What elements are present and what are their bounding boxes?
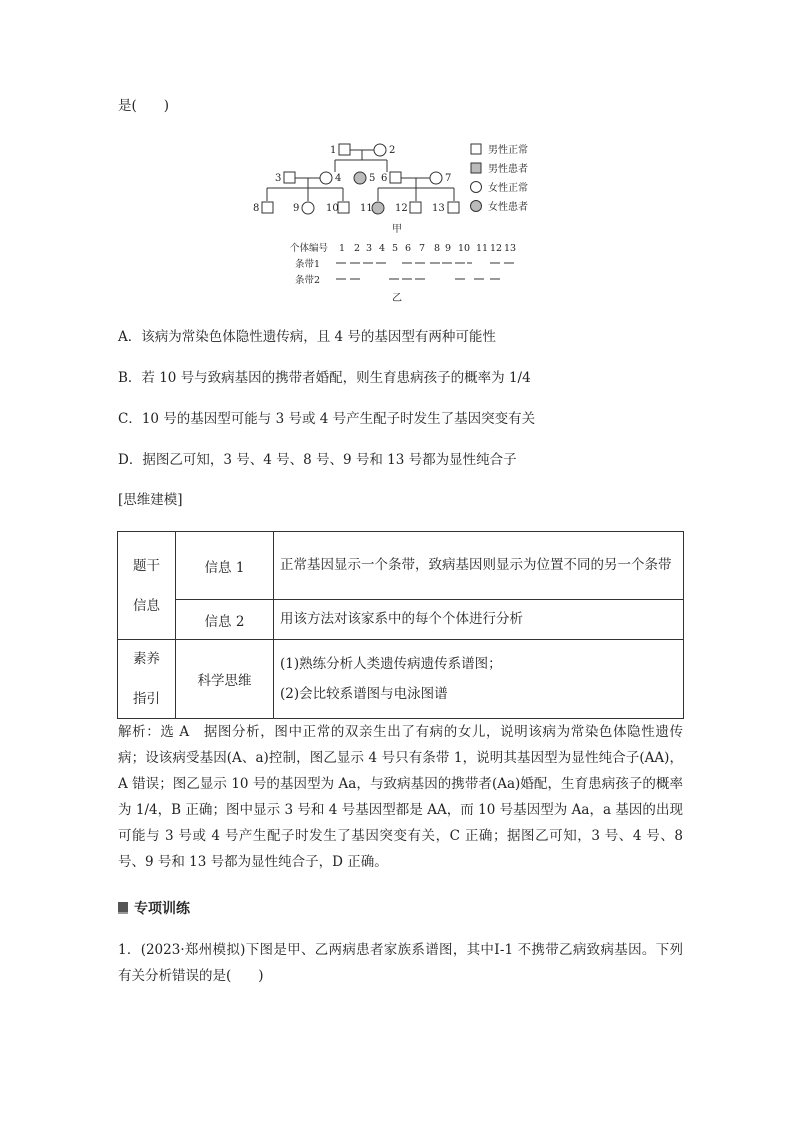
bands-row-header: 个体编号 [290,243,329,254]
pedigree-label-1: 1 [330,145,337,156]
figure-caption-yi: 乙 [392,293,402,304]
analysis-paragraph: 解析：选 A 据图分析，图中正常的双亲生出了有病的女儿，说明该病为常染色体隐性遗传病；设该病受基因(A、a)控制，图乙显示 4 号只有条带 1，说明其基因型为显性纯合子(AA)，A 错误；图乙显示 10 号的基因型为 Aa，与致病基因的携带者(Aa)婚配，生育患病孩子的概率为 1/4，B 正确；图中显示 3 号和 4 号基因型都是 AA，而 10 号基因型为 Aa，a 基因的出现可能与 3 号或 4 号产生配子时发生了基因突变有关，C 正确；据图乙可知，3 号、4 号、8 号、9 号和 13 号都为显性纯合子，D 正确。 [118,724,683,870]
band1-label: 条带1 [295,259,321,270]
legend-affected-male-icon [471,163,481,173]
pedigree-label-8: 8 [253,203,260,214]
pedigree-individual-2 [374,144,386,156]
thinking-model-table [117,531,684,719]
legend-label-normal-male: 男性正常 [488,145,528,156]
skill-label: 科学思维 [176,640,274,719]
option-c: C．10 号的基因型可能与 3 号或 4 号产生配子时发生了基因突变有关 [118,411,536,427]
pedigree-individual-1 [339,144,350,155]
pedigree-label-6: 6 [381,173,388,184]
pedigree-individual-4 [320,172,332,184]
info2-text: 用该方法对该家系中的每个个体进行分析 [274,600,684,640]
legend-label-normal-female: 女性正常 [488,183,528,194]
band-id-1: 1 [339,243,346,254]
band-id-8: 8 [434,243,441,254]
pedigree-figure [250,136,550,306]
info1-label: 信息 1 [176,532,274,600]
pedigree-label-5: 5 [369,173,376,184]
legend-label-affected-male: 男性患者 [488,164,528,175]
info2-label: 信息 2 [176,600,274,640]
band-id-10: 10 [458,243,471,254]
section-label: [思维建模] [118,492,183,508]
band-id-11: 11 [476,243,489,254]
pedigree-label-9: 9 [293,203,300,214]
legend-affected-female-icon [471,201,482,212]
pedigree-label-10: 10 [326,203,339,214]
band2-label: 条带2 [295,275,321,286]
band-id-6: 6 [405,243,412,254]
question-stem-tail: 是( ) [118,98,170,114]
band-id-3: 3 [366,243,373,254]
band-id-9: 9 [445,243,452,254]
pedigree-label-13: 13 [432,203,445,214]
band-id-12: 12 [490,243,503,254]
pedigree-individual-9 [302,202,314,214]
skill-text-1: (1)熟练分析人类遗传病遗传系谱图； [280,656,502,672]
pedigree-label-3: 3 [275,173,282,184]
pedigree-individual-3 [284,172,295,183]
pedigree-individual-8 [262,202,273,213]
pedigree-label-12: 12 [395,203,408,214]
pedigree-label-11: 11 [360,203,373,214]
special-training-heading: 专项训练 [134,901,190,917]
band-id-13: 13 [504,243,517,254]
band-id-7: 7 [419,243,426,254]
pedigree-individual-6 [390,172,401,183]
option-a: A．该病为常染色体隐性遗传病，且 4 号的基因型有两种可能性 [118,329,496,345]
row-head-literacy: 素养 指引 [118,640,176,719]
pedigree-individual-13 [448,202,459,213]
option-b: B．若 10 号与致病基因的携带者婚配，则生育患病孩子的概率为 1/4 [118,370,531,386]
question-1: 1．(2023·郑州模拟)下图是甲、乙两病患者家族系谱图，其中Ⅰ-1 不携带乙病致病基因。下列有关分析错误的是( ) [118,942,683,984]
band-id-4: 4 [379,243,386,254]
skill-text-2: (2)会比较系谱图与电泳图谱 [280,686,448,702]
pedigree-label-7: 7 [445,173,452,184]
figure-caption-jia: 甲 [392,224,402,235]
pedigree-label-4: 4 [335,173,342,184]
pedigree-individual-11 [372,202,384,214]
pedigree-individual-10 [338,202,349,213]
band-id-2: 2 [354,243,361,254]
option-d: D．据图乙可知，3 号、4 号、8 号、9 号和 13 号都为显性纯合子 [118,452,517,468]
legend-label-affected-female: 女性患者 [488,202,528,213]
row-head-stem-info: 题干 信息 [118,532,176,640]
pedigree-individual-5 [354,172,366,184]
pedigree-individual-12 [410,202,421,213]
legend-normal-female-icon [471,182,482,193]
legend-normal-male-icon [471,144,481,154]
section-square-icon [118,902,128,914]
pedigree-label-2: 2 [389,145,396,156]
pedigree-individual-7 [430,172,442,184]
band-id-5: 5 [392,243,399,254]
info1-text: 正常基因显示一个条带，致病基因则显示为位置不同的另一个条带 [274,532,684,600]
